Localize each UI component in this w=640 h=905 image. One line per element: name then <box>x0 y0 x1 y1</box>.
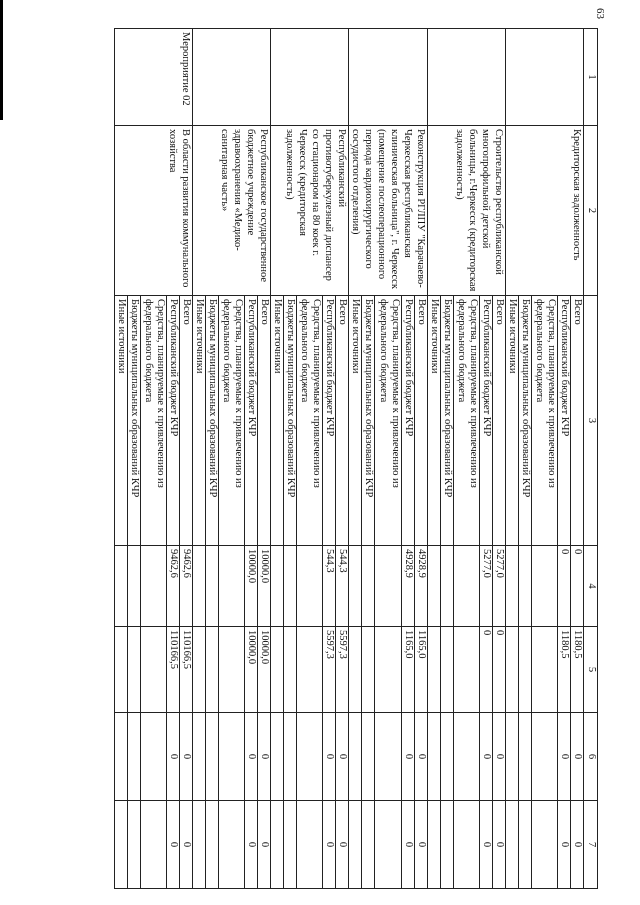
object-name-cell: Республиканское государственное бюджетное учреждение здравоохранения «Медико-санитарная часть» <box>193 126 271 296</box>
header-row <box>584 29 598 889</box>
amount-cell <box>519 546 532 627</box>
amount-cell <box>532 713 558 801</box>
amount-cell: 0 <box>571 713 584 801</box>
amount-cell: 0 <box>323 801 336 889</box>
amount-cell: 0 <box>414 801 427 889</box>
amount-cell <box>506 713 519 801</box>
amount-cell: 0 <box>180 801 193 889</box>
amount-cell: 1165,0 <box>401 627 414 713</box>
amount-cell: 544,3 <box>323 546 336 627</box>
measure-code-cell <box>428 29 506 126</box>
amount-cell <box>219 627 245 713</box>
amount-cell: 9462,6 <box>167 546 180 627</box>
amount-cell: 110166,5 <box>180 627 193 713</box>
amount-cell: 0 <box>336 801 349 889</box>
funding-source-cell: Бюджеты муниципальных образований КЧР <box>206 296 219 546</box>
amount-cell <box>206 546 219 627</box>
funding-source-cell: Всего <box>571 296 584 546</box>
measure-code-cell <box>349 29 428 126</box>
amount-cell: 0 <box>558 713 571 801</box>
amount-cell <box>206 801 219 889</box>
amount-cell <box>454 713 480 801</box>
amount-cell: 10000,0 <box>245 627 258 713</box>
funding-source-cell: Всего <box>414 296 427 546</box>
amount-cell: 10000,0 <box>258 627 271 713</box>
amount-cell: 1180,5 <box>571 627 584 713</box>
amount-cell: 5277,0 <box>480 546 493 627</box>
funding-source-cell: Иные источники <box>193 296 206 546</box>
amount-cell <box>128 546 141 627</box>
object-name-cell: В области развития коммунального хозяйства <box>115 126 193 296</box>
amount-cell <box>519 713 532 801</box>
header-cell: 4 <box>584 546 598 627</box>
amount-cell: 0 <box>571 801 584 889</box>
header-cell: 2 <box>584 126 598 296</box>
funding-source-cell: Республиканский бюджет КЧР <box>167 296 180 546</box>
amount-cell <box>115 627 128 713</box>
amount-cell <box>141 627 167 713</box>
amount-cell: 0 <box>336 713 349 801</box>
amount-cell: 0 <box>258 801 271 889</box>
amount-cell <box>532 801 558 889</box>
funding-source-cell: Бюджеты муниципальных образований КЧР <box>284 296 297 546</box>
amount-cell <box>115 801 128 889</box>
funding-source-cell: Средства, планируемые к привлечению из федерального бюджета <box>454 296 480 546</box>
amount-cell: 1165,0 <box>414 627 427 713</box>
amount-cell <box>141 713 167 801</box>
amount-cell <box>349 801 362 889</box>
amount-cell: 0 <box>558 801 571 889</box>
amount-cell: 4928,9 <box>401 546 414 627</box>
amount-cell <box>428 713 441 801</box>
funding-source-cell: Средства, планируемые к привлечению из федерального бюджета <box>141 296 167 546</box>
header-cell: 6 <box>584 713 598 801</box>
amount-cell: 10000,0 <box>258 546 271 627</box>
funding-source-cell: Средства, планируемые к привлечению из федерального бюджета <box>297 296 323 546</box>
amount-cell <box>297 713 323 801</box>
funding-source-cell: Иные источники <box>349 296 362 546</box>
funding-source-cell: Иные источники <box>506 296 519 546</box>
amount-cell: 10000,0 <box>245 546 258 627</box>
amount-cell <box>128 627 141 713</box>
amount-cell <box>271 627 284 713</box>
amount-cell <box>284 713 297 801</box>
table-row <box>258 29 271 889</box>
amount-cell <box>219 801 245 889</box>
amount-cell <box>454 546 480 627</box>
amount-cell: 0 <box>480 627 493 713</box>
amount-cell <box>115 546 128 627</box>
amount-cell <box>362 546 375 627</box>
funding-source-cell: Бюджеты муниципальных образований КЧР <box>441 296 454 546</box>
funding-source-cell: Бюджеты муниципальных образований КЧР <box>362 296 375 546</box>
amount-cell <box>349 627 362 713</box>
funding-source-cell: Республиканский бюджет КЧР <box>323 296 336 546</box>
amount-cell <box>284 627 297 713</box>
amount-cell <box>454 627 480 713</box>
funding-source-cell: Всего <box>493 296 506 546</box>
amount-cell <box>349 546 362 627</box>
funding-source-cell: Всего <box>258 296 271 546</box>
amount-cell <box>428 627 441 713</box>
amount-cell <box>362 627 375 713</box>
amount-cell: 4928,9 <box>414 546 427 627</box>
amount-cell <box>441 546 454 627</box>
amount-cell: 110166,5 <box>167 627 180 713</box>
amount-cell: 0 <box>258 713 271 801</box>
scan-edge-mark <box>0 0 3 120</box>
amount-cell <box>297 627 323 713</box>
amount-cell <box>519 627 532 713</box>
amount-cell <box>441 801 454 889</box>
measure-code-cell: Мероприятие 02 <box>115 29 193 126</box>
amount-cell: 0 <box>493 713 506 801</box>
amount-cell <box>141 546 167 627</box>
amount-cell <box>206 627 219 713</box>
amount-cell: 1180,5 <box>558 627 571 713</box>
table-row <box>414 29 427 889</box>
amount-cell: 5597,3 <box>336 627 349 713</box>
amount-cell: 0 <box>245 713 258 801</box>
amount-cell <box>362 713 375 801</box>
amount-cell: 0 <box>414 713 427 801</box>
amount-cell <box>297 801 323 889</box>
amount-cell: 0 <box>323 713 336 801</box>
amount-cell <box>284 546 297 627</box>
amount-cell <box>519 801 532 889</box>
amount-cell <box>349 713 362 801</box>
object-name-cell: Строительство республиканской многопрофильной детской больницы, г.Черкесск (кредиторская задолженность) <box>428 126 506 296</box>
amount-cell: 544,3 <box>336 546 349 627</box>
amount-cell <box>193 713 206 801</box>
amount-cell: 0 <box>480 801 493 889</box>
amount-cell <box>219 546 245 627</box>
funding-source-cell: Всего <box>180 296 193 546</box>
amount-cell <box>271 801 284 889</box>
header-cell: 3 <box>584 296 598 546</box>
amount-cell: 0 <box>493 801 506 889</box>
header-cell: 7 <box>584 801 598 889</box>
funding-source-cell: Республиканский бюджет КЧР <box>480 296 493 546</box>
header-cell: 1 <box>584 29 598 126</box>
amount-cell <box>506 801 519 889</box>
table-row <box>336 29 349 889</box>
amount-cell: 0 <box>167 713 180 801</box>
amount-cell: 0 <box>180 713 193 801</box>
rotated-page <box>50 28 598 888</box>
amount-cell <box>532 546 558 627</box>
funding-source-cell: Республиканский бюджет КЧР <box>245 296 258 546</box>
amount-cell: 0 <box>493 627 506 713</box>
amount-cell: 0 <box>571 546 584 627</box>
funding-source-cell: Средства, планируемые к привлечению из федерального бюджета <box>219 296 245 546</box>
funding-source-cell: Бюджеты муниципальных образований КЧР <box>128 296 141 546</box>
amount-cell: 0 <box>401 801 414 889</box>
amount-cell <box>271 546 284 627</box>
amount-cell <box>532 627 558 713</box>
amount-cell <box>441 627 454 713</box>
amount-cell <box>375 546 401 627</box>
amount-cell <box>115 713 128 801</box>
amount-cell: 0 <box>480 713 493 801</box>
funding-source-cell: Средства, планируемые к привлечению из федерального бюджета <box>532 296 558 546</box>
amount-cell <box>506 546 519 627</box>
amount-cell: 5597,3 <box>323 627 336 713</box>
funding-source-cell: Средства, планируемые к привлечению из федерального бюджета <box>375 296 401 546</box>
amount-cell <box>206 713 219 801</box>
amount-cell <box>284 801 297 889</box>
object-name-cell: Кредиторская задолженность <box>506 126 584 296</box>
amount-cell: 0 <box>401 713 414 801</box>
object-name-cell: Реконструкция РГЛПУ "Карачаево-Черкесская республиканская клиническая больница", г. Черкесск (помещение послеоперационного периода кардиохирургического сосудистого отделения) <box>349 126 428 296</box>
table-row <box>180 29 193 889</box>
funding-source-cell: Иные источники <box>271 296 284 546</box>
funding-source-cell: Бюджеты муниципальных образований КЧР <box>519 296 532 546</box>
object-name-cell: Республиканский противотуберкулезный диспансер со стационаром на 80 коек г. Черкесск (кредиторская задолженность) <box>271 126 349 296</box>
amount-cell <box>297 546 323 627</box>
amount-cell: 0 <box>245 801 258 889</box>
amount-cell: 0 <box>558 546 571 627</box>
amount-cell <box>362 801 375 889</box>
table-body <box>115 29 584 889</box>
amount-cell <box>454 801 480 889</box>
amount-cell <box>375 801 401 889</box>
amount-cell <box>271 713 284 801</box>
amount-cell <box>441 713 454 801</box>
funding-table <box>114 28 598 889</box>
amount-cell <box>128 713 141 801</box>
measure-code-cell <box>506 29 584 126</box>
amount-cell <box>375 627 401 713</box>
funding-source-cell: Иные источники <box>428 296 441 546</box>
amount-cell <box>141 801 167 889</box>
amount-cell <box>128 801 141 889</box>
amount-cell <box>193 627 206 713</box>
funding-source-cell: Иные источники <box>115 296 128 546</box>
page-number: 63 <box>594 8 606 19</box>
amount-cell <box>193 801 206 889</box>
amount-cell: 0 <box>167 801 180 889</box>
amount-cell <box>193 546 206 627</box>
measure-code-cell <box>271 29 349 126</box>
funding-source-cell: Всего <box>336 296 349 546</box>
funding-source-cell: Республиканский бюджет КЧР <box>558 296 571 546</box>
funding-source-cell: Республиканский бюджет КЧР <box>401 296 414 546</box>
measure-code-cell <box>193 29 271 126</box>
amount-cell <box>219 713 245 801</box>
amount-cell <box>428 546 441 627</box>
header-cell: 5 <box>584 627 598 713</box>
amount-cell: 5277,0 <box>493 546 506 627</box>
table-row <box>493 29 506 889</box>
amount-cell <box>506 627 519 713</box>
amount-cell <box>375 713 401 801</box>
amount-cell: 9462,6 <box>180 546 193 627</box>
amount-cell <box>428 801 441 889</box>
table-row <box>571 29 584 889</box>
